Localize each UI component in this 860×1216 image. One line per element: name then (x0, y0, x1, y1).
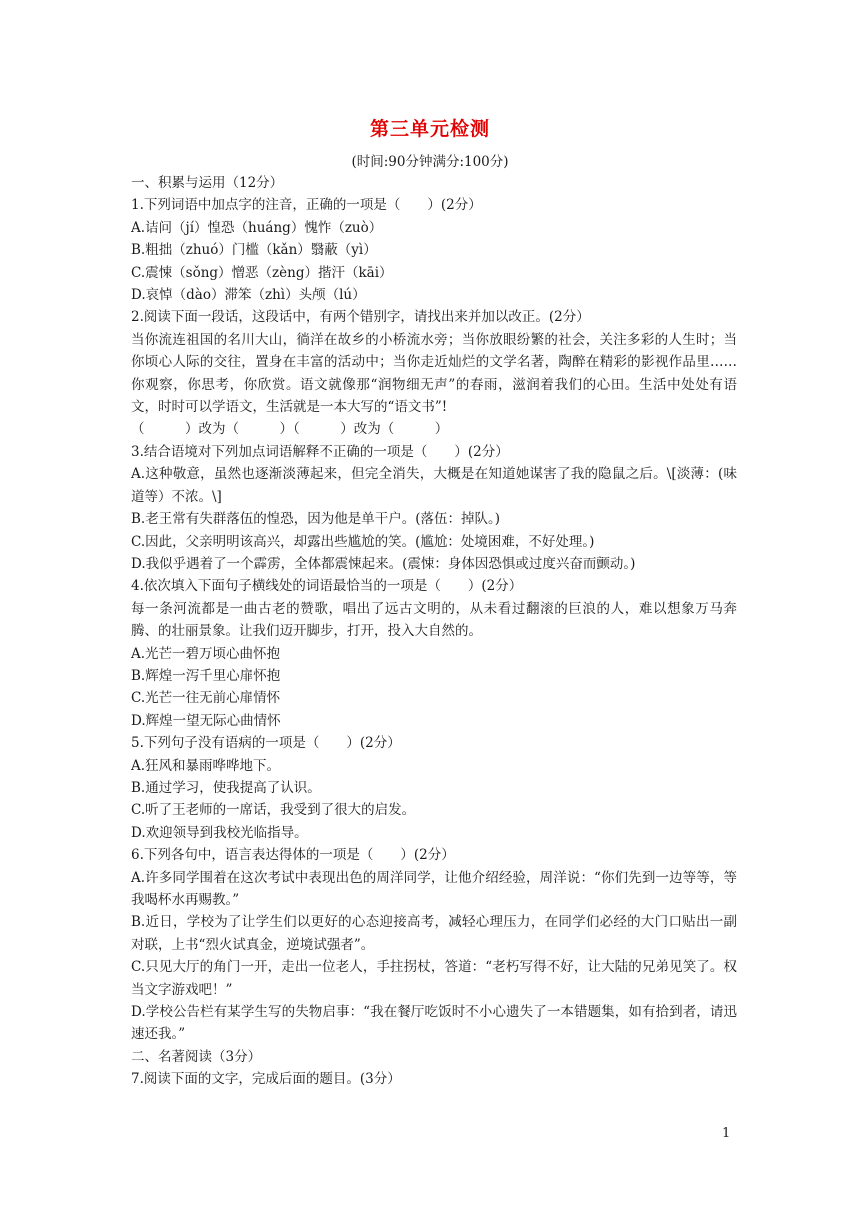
option: D.辉煌一望无际心曲情怀 (131, 712, 281, 729)
question: 7.阅读下面的文字，完成后面的题目。(3分） (131, 1071, 401, 1088)
option: A.这种敬意，虽然也逐渐淡薄起来，但完全消失，大概是在知道她谋害了我的隐鼠之后。\[淡薄：(味道等）不浓。\] (131, 466, 737, 505)
option: A.许多同学围着在这次考试中表现出色的周洋同学，让他介绍经验，周洋说：“你们先到一边等等，等我喝杯水再赐教。” (131, 869, 737, 908)
document-title: 第三单元检测 (369, 118, 490, 140)
section-heading: 一、积累与运用（12分） (131, 175, 284, 191)
question: 3.结合语境对下列加点词语解释不正确的一项是（ ）(2分） (131, 443, 509, 460)
option: A.狂风和暴雨哗哗地下。 (131, 757, 281, 774)
option: B.通过学习，使我提高了认识。 (131, 779, 321, 796)
option: C.光芒一往无前心扉情怀 (131, 690, 281, 707)
option: C.震悚（sǒng）憎恶（zèng）揩汗（kāi） (131, 264, 393, 281)
option: D.欢迎领导到我校光临指导。 (131, 824, 308, 841)
document-body (131, 172, 737, 1091)
question: 4.依次填入下面句子横线处的词语最恰当的一项是（ ）(2分） (131, 578, 523, 595)
option: C.只见大厅的角门一开，走出一位老人，手拄拐杖，答道：“老朽写得不好，让大陆的兄弟见笑了。权当文字游戏吧！” (131, 959, 737, 998)
option: D.我似乎遇着了一个霹雳，全体都震悚起来。(震悚：身体因恐惧或过度兴奋而颤动。) (131, 555, 636, 572)
question: 6.下列各句中，语言表达得体的一项是（ ）(2分） (131, 847, 455, 864)
option: D.哀悼（dào）滞笨（zhì）头颅（lú） (131, 287, 366, 304)
document-subtitle: (时间:90分钟满分:100分) (351, 154, 509, 170)
option: D.学校公告栏有某学生写的失物启事：“我在餐厅吃饭时不小心遗失了一本错题集，如有拾到者，请迅速还我。” (131, 1004, 737, 1043)
section-heading: 二、名著阅读（3分） (131, 1048, 262, 1065)
page-number: 1 (722, 1126, 731, 1141)
question: 1.下列词语中加点字的注音，正确的一项是（ ）(2分） (131, 197, 482, 214)
option: B.辉煌一泻千里心扉怀抱 (131, 667, 281, 684)
option: B.近日，学校为了让学生们以更好的心态迎接高考，减轻心理压力，在同学们必经的大门口贴出一副对联，上书“烈火试真金，逆境试强者”。 (131, 914, 737, 953)
option: A.光芒一碧万顷心曲怀抱 (131, 645, 281, 662)
option: A.诘问（jí）惶恐（huáng）愧怍（zuò） (131, 219, 383, 236)
option: B.老王常有失群落伍的惶恐，因为他是单干户。(落伍：掉队。) (131, 511, 500, 528)
question: 2.阅读下面一段话，这段话中，有两个错别字，请找出来并加以改正。(2分） (131, 309, 590, 326)
question: 5.下列句子没有语病的一项是（ ）(2分） (131, 735, 401, 752)
option: B.粗拙（zhuó）门槛（kǎn）翳蔽（yì） (131, 242, 377, 259)
option: C.听了王老师的一席话，我受到了很大的启发。 (131, 802, 416, 819)
option: C.因此，父亲明明该高兴，却露出些尴尬的笑。(尴尬：处境困难，不好处理。) (131, 533, 595, 550)
answer-blanks: （ ）改为（ ）（ ）改为（ ） (131, 421, 449, 438)
passage: 当你流连祖国的名川大山，徜洋在故乡的小桥流水旁；当你放眼纷繁的社会，关注多彩的人生时；当你顷心人际的交往，置身在丰富的活动中；当你走近灿烂的文学名著，陶醉在精彩的影视作品里……你观察，你思考，你欣赏。语文就像那“润物细无声”的春雨，滋润着我们的心田。生活中处处有语文，时时可以学语文，生活就是一本大写的“语文书”! (131, 331, 737, 416)
passage: 每一条河流都是一曲古老的赞歌，唱出了远古文明的，从未看过翻滚的巨浪的人，难以想象万马奔腾、的壮丽景象。让我们迈开脚步，打开，投入大自然的。 (131, 600, 737, 640)
